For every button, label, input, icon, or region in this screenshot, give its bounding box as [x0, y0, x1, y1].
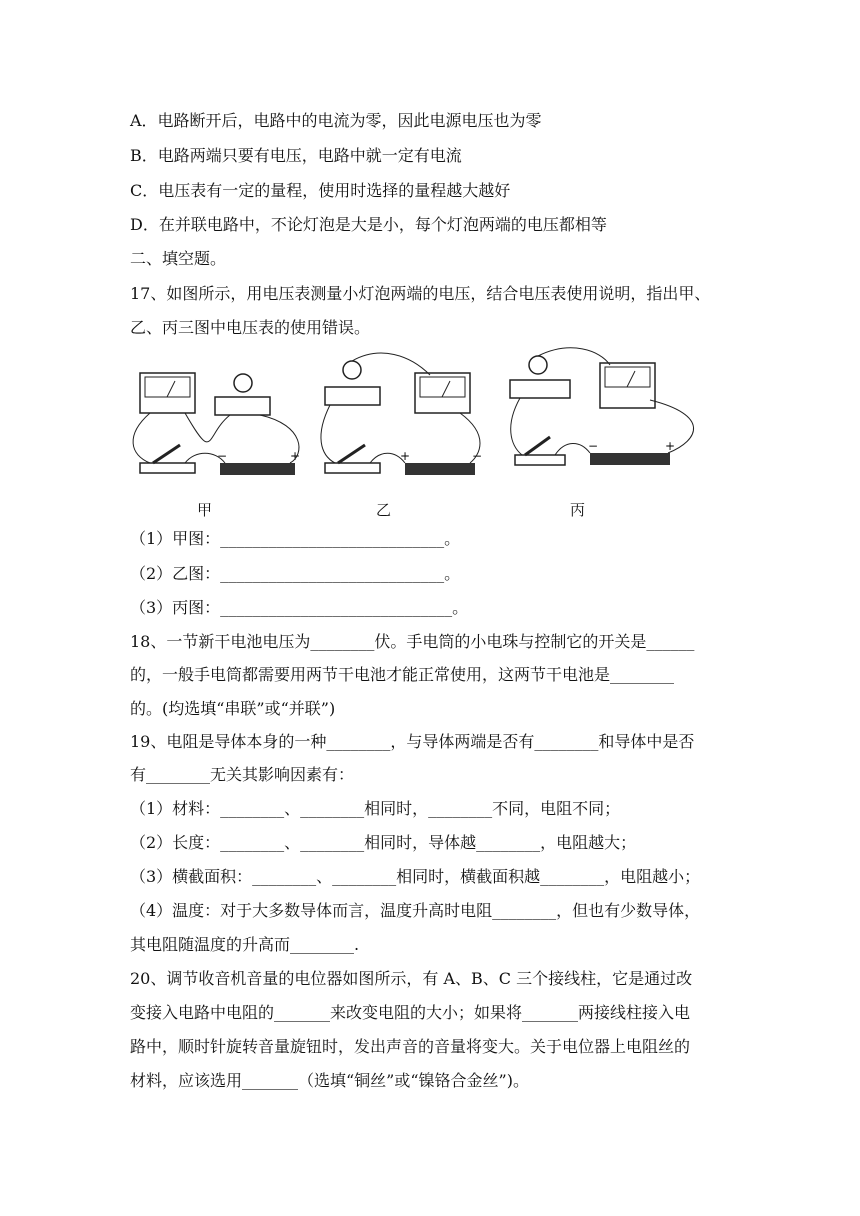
figure-yi [321, 353, 482, 475]
answer-line-yi: （2）乙图：____________________________。 [130, 564, 461, 583]
option-d: D．在并联电路中，不论灯泡是大是小，每个灯泡两端的电压都相等 [130, 215, 607, 234]
question-18-line-2: 的，一般手电筒都需要用两节干电池才能正常使用，这两节干电池是________ [130, 665, 675, 684]
circuit-figure [125, 345, 735, 495]
answer-line-jia: （1）甲图：____________________________。 [130, 529, 461, 548]
question-18-line-3: 的。(均选填“串联”或“并联”) [130, 699, 336, 718]
figure-bing [510, 348, 694, 465]
minus-label-bing: − [588, 439, 599, 453]
figure-jia [133, 373, 300, 475]
plus-label-bing: + [665, 439, 676, 453]
question-20-line-3: 路中，顺时针旋转音量旋钮时，发出声音的音量将变大。关于电位器上电阻丝的 [130, 1037, 691, 1056]
caption-yi: 乙 [376, 501, 392, 519]
question-20-line-4: 材料，应该选用_______（选填“铜丝”或“镍铬合金丝”)。 [130, 1071, 529, 1090]
plus-label-yi: + [400, 449, 411, 463]
bulb-jia [234, 374, 252, 392]
lamp-board-jia [215, 397, 270, 415]
switch-jia [140, 463, 195, 473]
question-17-line-2: 乙、丙三图中电压表的使用错误。 [130, 318, 371, 337]
bulb-yi [343, 361, 361, 379]
option-b: B．电路两端只要有电压，电路中就一定有电流 [130, 146, 462, 165]
question-19-line-2: 有________无关其影响因素有： [130, 765, 355, 784]
answer-line-bing: （3）丙图：_____________________________。 [130, 598, 469, 617]
lamp-board-yi [325, 387, 380, 405]
question-17-line-1: 17、如图所示，用电压表测量小灯泡两端的电压，结合电压表使用说明，指出甲、 [130, 284, 711, 303]
option-c: C．电压表有一定的量程，使用时选择的量程越大越好 [130, 181, 511, 200]
battery-bing [590, 453, 670, 465]
question-20-line-2: 变接入电路中电阻的_______来改变电阻的大小；如果将_______两接线柱接入电 [130, 1003, 691, 1022]
caption-bing: 丙 [570, 501, 586, 519]
section-heading: 二、填空题。 [130, 249, 227, 268]
battery-yi [405, 463, 475, 475]
question-18-line-1: 18、一节新干电池电压为________伏。手电筒的小电珠与控制它的开关是______ [130, 632, 695, 651]
minus-label-jia: − [217, 449, 228, 463]
switch-yi [325, 463, 380, 473]
option-a: A．电路断开后，电路中的电流为零，因此电源电压也为零 [130, 111, 542, 130]
question-20-line-1: 20、调节收音机音量的电位器如图所示，有 A、B、C 三个接线柱，它是通过改 [130, 969, 693, 988]
plus-label-jia: + [290, 449, 301, 463]
question-19-area: （3）横截面积：________、________相同时，横截面积越________，电阻越小； [130, 867, 701, 886]
question-19-temperature-cont: 其电阻随温度的升高而________. [130, 935, 360, 954]
bulb-bing [529, 356, 547, 374]
caption-jia: 甲 [197, 501, 213, 519]
battery-jia [220, 463, 295, 475]
minus-label-yi: − [472, 449, 483, 463]
question-19-line-1: 19、电阻是导体本身的一种________，与导体两端是否有________和导体中是否 [130, 732, 695, 751]
question-19-length: （2）长度：________、________相同时，导体越________，电阻越大； [130, 833, 637, 852]
question-19-temperature: （4）温度：对于大多数导体而言，温度升高时电阻________，但也有少数导体， [130, 901, 701, 920]
lamp-board-bing [510, 380, 570, 398]
question-19-material: （1）材料：________、________相同时，________不同，电阻不同； [130, 799, 621, 818]
switch-bing [515, 455, 565, 465]
